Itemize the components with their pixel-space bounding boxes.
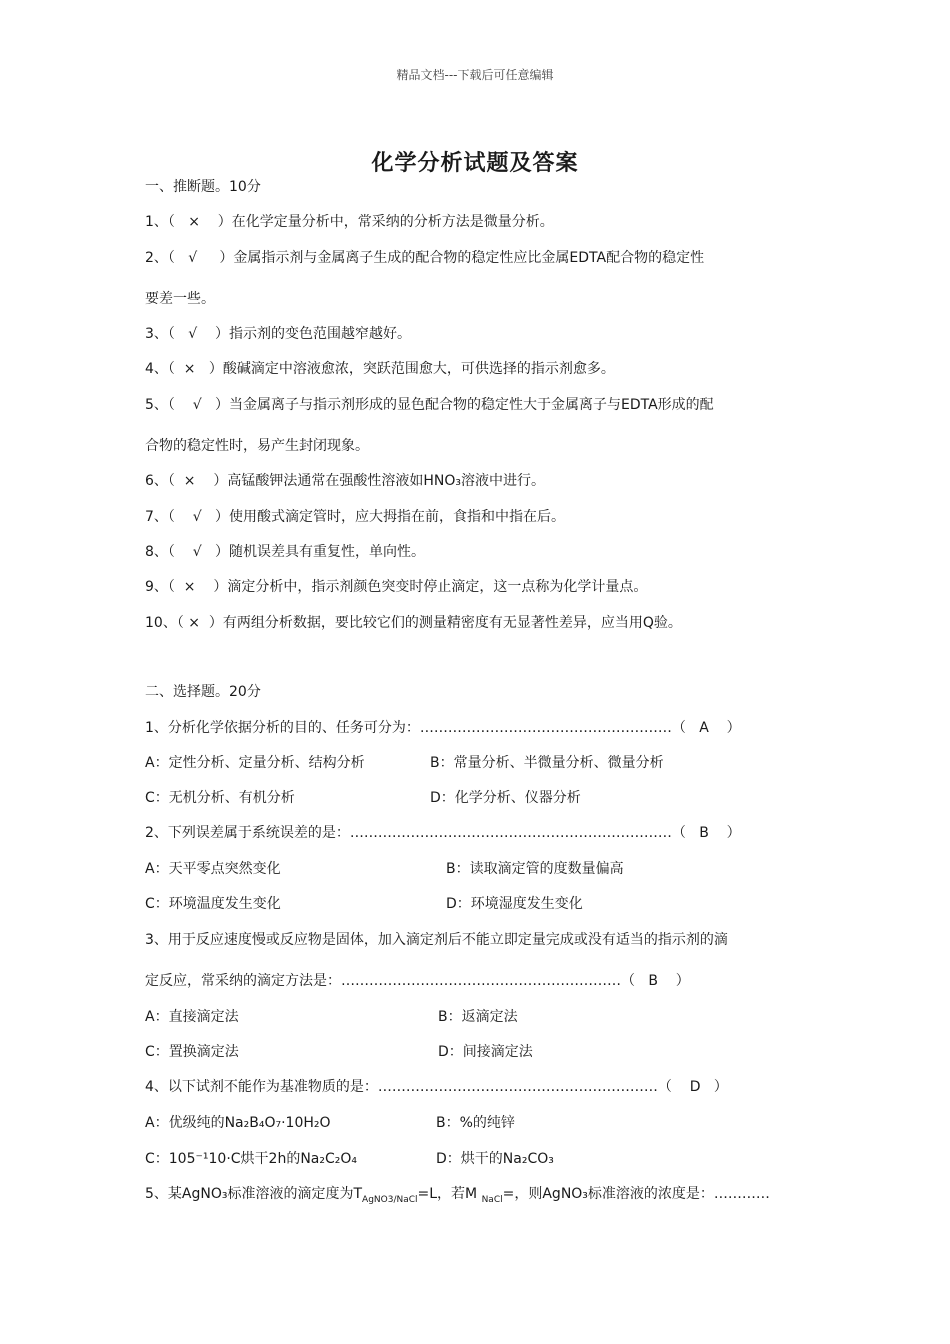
choice-q3-stem-line2: 定反应，常采纳的滴定方法是：……………………………………………………（ B ） — [145, 973, 690, 989]
judgement-item-8: 8、（ √ ）随机误差具有重复性，单向性。 — [145, 544, 425, 560]
judgement-item-2: 2、（ √ ）金属指示剂与金属离子生成的配合物的稳定性应比金属EDTA配合物的稳定性 — [145, 250, 705, 266]
choice-q1-option-b: B：常量分析、半微量分析、微量分析 — [430, 755, 664, 771]
choice-q5-stem — [145, 1185, 770, 1209]
judgement-item-6: 6、（ × ）高锰酸钾法通常在强酸性溶液如HNO₃溶液中进行。 — [145, 473, 545, 489]
section-heading-choice: 二、选择题。20分 — [145, 684, 261, 700]
choice-q1-option-d: D：化学分析、仪器分析 — [430, 790, 581, 806]
choice-q3-option-c: C：置换滴定法 — [145, 1044, 239, 1060]
choice-q4-option-c: C：105⁻¹10·C烘干2h的Na₂C₂O₄ — [145, 1151, 358, 1167]
page-title: 化学分析试题及答案 — [371, 151, 579, 176]
judgement-item-7: 7、（ √ ）使用酸式滴定管时，应大拇指在前，食指和中指在后。 — [145, 509, 565, 525]
choice-q4-option-d: D：烘干的Na₂CO₃ — [436, 1151, 554, 1167]
choice-q2-option-a: A：天平零点突然变化 — [145, 861, 281, 877]
choice-q4-stem: 4、以下试剂不能作为基准物质的是：……………………………………………………（ D ） — [145, 1079, 728, 1095]
choice-q2-option-d: D：环境湿度发生变化 — [446, 896, 583, 912]
judgement-item-9: 9、（ × ）滴定分析中，指示剂颜色突变时停止滴定，这一点称为化学计量点。 — [145, 579, 648, 595]
choice-q1-option-c: C：无机分析、有机分析 — [145, 790, 295, 806]
judgement-item-4: 4、（ × ）酸碱滴定中溶液愈浓，突跃范围愈大，可供选择的指示剂愈多。 — [145, 361, 615, 377]
choice-q4-option-b: B：%的纯锌 — [436, 1115, 515, 1131]
judgement-item-3: 3、（ √ ）指示剂的变色范围越窄越好。 — [145, 326, 411, 342]
page-header: 精品文档---下载后可任意编辑 — [396, 68, 554, 82]
choice-q5-stem-mid: =L，若M — [417, 1186, 482, 1202]
choice-q5-molar-subscript: NaCl — [481, 1194, 503, 1205]
choice-q5-stem-tail: =，则AgNO₃标准溶液的浓度是：………… — [502, 1186, 770, 1202]
choice-q1-stem: 1、分析化学依据分析的目的、任务可分为：………………………………………………（ A ） — [145, 720, 741, 736]
choice-q1-option-a: A：定性分析、定量分析、结构分析 — [145, 755, 365, 771]
judgement-item-10: 10、（ × ）有两组分析数据，要比较它们的测量精密度有无显著性差异，应当用Q验。 — [145, 615, 682, 631]
choice-q2-stem: 2、下列误差属于系统误差的是：……………………………………………………………（ B ） — [145, 825, 741, 841]
choice-q3-option-a: A：直接滴定法 — [145, 1009, 239, 1025]
judgement-item-1: 1、（ × ）在化学定量分析中，常采纳的分析方法是微量分析。 — [145, 214, 554, 230]
choice-q3-option-b: B：返滴定法 — [438, 1009, 518, 1025]
section-heading-judgement: 一、推断题。10分 — [145, 179, 261, 195]
choice-q3-stem-line1: 3、用于反应速度慢或反应物是固体，加入滴定剂后不能立即定量完成或没有适当的指示剂的滴 — [145, 932, 728, 948]
choice-q5-titer-subscript: AgNO3/NaCl — [362, 1194, 418, 1205]
judgement-item-5: 5、（ √ ）当金属离子与指示剂形成的显色配合物的稳定性大于金属离子与EDTA形成的配 — [145, 397, 714, 413]
judgement-item-2-continued: 要差一些。 — [145, 291, 215, 307]
choice-q3-option-d: D：间接滴定法 — [438, 1044, 533, 1060]
choice-q2-option-c: C：环境温度发生变化 — [145, 896, 281, 912]
choice-q5-stem-start: 5、某AgNO₃标准溶液的滴定度为T — [145, 1186, 363, 1202]
choice-q2-option-b: B：读取滴定管的度数量偏高 — [446, 861, 624, 877]
choice-q4-option-a: A：优级纯的Na₂B₄O₇·10H₂O — [145, 1115, 331, 1131]
judgement-item-5-continued: 合物的稳定性时，易产生封闭现象。 — [145, 438, 369, 454]
